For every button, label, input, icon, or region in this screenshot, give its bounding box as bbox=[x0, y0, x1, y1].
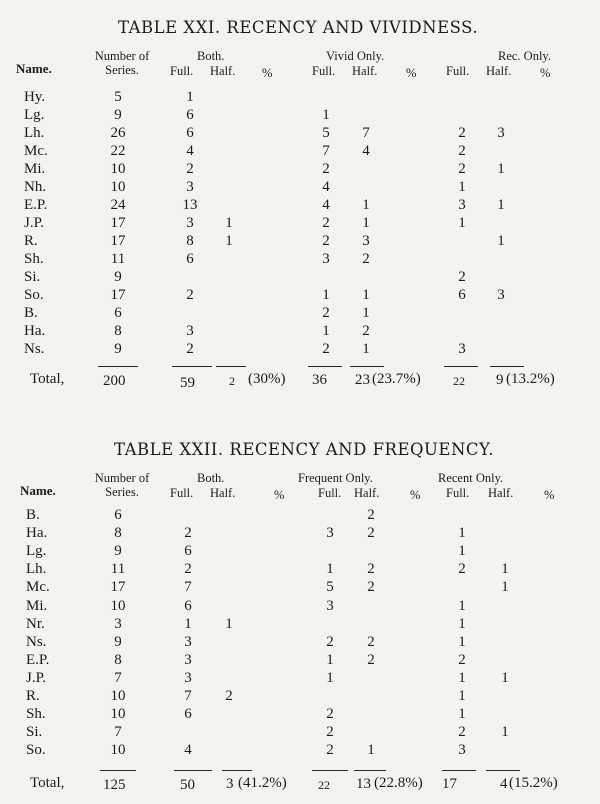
row-name: E.P. bbox=[26, 651, 50, 668]
row-g2-full: 2 bbox=[322, 233, 330, 249]
row-series: 9 bbox=[114, 633, 122, 650]
row-series: 8 bbox=[114, 323, 122, 339]
header-g1-full: Full. bbox=[170, 64, 194, 78]
row-g1-half: 1 bbox=[225, 233, 233, 249]
header-g1-pct-2: % bbox=[274, 488, 285, 502]
row-g3-full: 1 bbox=[458, 615, 466, 632]
row-series: 17 bbox=[110, 287, 126, 303]
row-g2-half: 4 bbox=[362, 143, 370, 159]
row-name: Sh. bbox=[26, 706, 46, 723]
row-g2-full: 3 bbox=[326, 525, 334, 542]
header-g3-pct: % bbox=[540, 66, 551, 80]
row-name: Nr. bbox=[26, 615, 45, 632]
row-g3-full: 1 bbox=[458, 633, 466, 650]
row-g1-half: 1 bbox=[225, 615, 233, 632]
row-g1-full: 6 bbox=[186, 125, 194, 141]
row-g1-full: 3 bbox=[186, 179, 194, 195]
rule-series bbox=[98, 366, 138, 367]
row-series: 9 bbox=[114, 107, 122, 123]
row-g1-full: 2 bbox=[186, 161, 194, 177]
row-g3-half: 1 bbox=[497, 197, 505, 213]
row-g3-full: 1 bbox=[458, 706, 466, 723]
row-g1-full: 2 bbox=[186, 341, 194, 357]
total-g2-pct: (23.7%) bbox=[372, 371, 421, 387]
table-xxii-title: TABLE XXII. RECENCY AND FREQUENCY. bbox=[114, 440, 495, 459]
header-number-of-series-2: Number of Series. bbox=[94, 471, 150, 499]
row-series: 7 bbox=[114, 724, 122, 741]
row-g1-full: 1 bbox=[184, 615, 192, 632]
rule-g2-full-2 bbox=[312, 770, 348, 771]
row-g2-half: 2 bbox=[367, 579, 375, 596]
row-g3-full: 1 bbox=[458, 525, 466, 542]
rule-g1-half bbox=[216, 366, 246, 367]
row-name: Ha. bbox=[24, 323, 46, 339]
total-g2-half: 23 bbox=[355, 372, 370, 388]
header-group-vivid: Vivid Only. bbox=[326, 49, 385, 63]
row-g2-half: 7 bbox=[362, 125, 370, 141]
row-g3-full: 2 bbox=[458, 143, 466, 159]
row-g1-full: 6 bbox=[184, 706, 192, 723]
row-g3-full: 2 bbox=[458, 125, 466, 141]
row-name: Lg. bbox=[24, 107, 45, 123]
row-g1-full: 2 bbox=[184, 561, 192, 578]
row-name: Mc. bbox=[24, 143, 48, 159]
row-g1-full: 3 bbox=[184, 633, 192, 650]
row-name: Lg. bbox=[26, 543, 47, 560]
total-g3-half-2: 4 bbox=[500, 776, 508, 792]
row-series: 3 bbox=[114, 615, 122, 632]
row-g2-full: 2 bbox=[322, 161, 330, 177]
row-g2-full: 2 bbox=[326, 724, 334, 741]
header-group-recent: Recent Only. bbox=[438, 471, 504, 485]
header-g2-pct: % bbox=[406, 66, 417, 80]
row-series: 26 bbox=[110, 125, 126, 141]
total-g1-half-2: 3 bbox=[226, 776, 234, 792]
row-g2-full: 2 bbox=[322, 215, 330, 231]
row-series: 9 bbox=[114, 269, 122, 285]
rule-g2-half-2 bbox=[354, 770, 386, 771]
row-g2-half: 2 bbox=[367, 525, 375, 542]
row-name: So. bbox=[26, 742, 46, 759]
row-g2-half: 1 bbox=[367, 742, 375, 759]
row-g2-half: 2 bbox=[362, 323, 370, 339]
row-series: 8 bbox=[114, 525, 122, 542]
row-g3-full: 2 bbox=[458, 724, 466, 741]
row-g2-full: 3 bbox=[326, 597, 334, 614]
row-name: Lh. bbox=[24, 125, 45, 141]
total-g1-pct-2: (41.2%) bbox=[238, 775, 287, 791]
row-g1-full: 4 bbox=[184, 742, 192, 759]
header-g2-full-2: Full. bbox=[318, 486, 342, 500]
row-series: 10 bbox=[110, 688, 126, 704]
row-name: E.P. bbox=[24, 197, 48, 213]
total-g1-full: 59 bbox=[180, 375, 195, 391]
rule-series-2 bbox=[100, 770, 136, 771]
row-g3-half: 1 bbox=[501, 724, 509, 741]
row-g3-half: 1 bbox=[501, 579, 509, 596]
row-g1-full: 7 bbox=[184, 688, 192, 704]
row-g2-full: 1 bbox=[322, 323, 330, 339]
row-g1-full: 13 bbox=[182, 197, 198, 213]
row-g3-full: 1 bbox=[458, 543, 466, 560]
row-g3-full: 1 bbox=[458, 179, 466, 195]
row-g2-half: 2 bbox=[367, 507, 375, 523]
header-group-both: Both. bbox=[197, 49, 225, 63]
row-g1-full: 2 bbox=[186, 287, 194, 303]
total-g3-full: 22 bbox=[453, 374, 465, 388]
row-g1-full: 4 bbox=[186, 143, 194, 159]
rule-g1-full bbox=[172, 366, 212, 367]
row-series: 24 bbox=[110, 197, 126, 213]
row-series: 6 bbox=[114, 507, 122, 523]
row-g1-full: 2 bbox=[184, 525, 192, 542]
row-series: 10 bbox=[110, 179, 126, 195]
header-number-of-series: Number of Series. bbox=[94, 49, 150, 77]
row-series: 10 bbox=[110, 161, 126, 177]
row-g2-full: 1 bbox=[326, 669, 334, 686]
row-name: Ns. bbox=[24, 341, 45, 357]
header-name: Name. bbox=[16, 61, 52, 76]
row-g2-half: 2 bbox=[367, 651, 375, 668]
rule-g3-full-2 bbox=[442, 770, 476, 771]
row-g1-full: 3 bbox=[186, 215, 194, 231]
header-group-frequent: Frequent Only. bbox=[298, 471, 373, 485]
row-name: B. bbox=[26, 507, 40, 523]
row-g3-full: 2 bbox=[458, 561, 466, 578]
row-g1-half: 2 bbox=[225, 688, 233, 704]
row-g2-full: 2 bbox=[322, 305, 330, 321]
row-name: R. bbox=[26, 688, 40, 704]
row-g1-full: 8 bbox=[186, 233, 194, 249]
row-series: 9 bbox=[114, 341, 122, 357]
row-g1-full: 3 bbox=[184, 651, 192, 668]
row-g2-half: 2 bbox=[367, 561, 375, 578]
total-label: Total, bbox=[30, 371, 65, 387]
row-g3-full: 1 bbox=[458, 215, 466, 231]
row-series: 17 bbox=[110, 579, 126, 596]
row-series: 9 bbox=[114, 543, 122, 560]
header-g1-half-2: Half. bbox=[210, 486, 236, 500]
total-g1-pct: (30%) bbox=[248, 371, 286, 387]
total-g1-half: 2 bbox=[229, 374, 235, 388]
row-g2-half: 1 bbox=[362, 305, 370, 321]
row-g3-full: 2 bbox=[458, 161, 466, 177]
total-series-2: 125 bbox=[103, 777, 126, 793]
row-series: 17 bbox=[110, 233, 126, 249]
rule-g3-half bbox=[490, 366, 524, 367]
row-g1-full: 3 bbox=[184, 669, 192, 686]
row-g2-full: 4 bbox=[322, 179, 330, 195]
rule-g3-half-2 bbox=[486, 770, 520, 771]
header-g3-half: Half. bbox=[486, 64, 512, 78]
row-g3-half: 3 bbox=[497, 287, 505, 303]
row-g2-full: 7 bbox=[322, 143, 330, 159]
row-g2-full: 1 bbox=[322, 287, 330, 303]
row-g2-full: 5 bbox=[322, 125, 330, 141]
total-label-2: Total, bbox=[30, 775, 65, 791]
row-g2-half: 1 bbox=[362, 197, 370, 213]
row-g3-half: 1 bbox=[497, 233, 505, 249]
row-series: 22 bbox=[110, 143, 126, 159]
header-g3-full: Full. bbox=[446, 64, 470, 78]
total-g3-half: 9 bbox=[496, 372, 504, 388]
row-series: 8 bbox=[114, 651, 122, 668]
row-g2-full: 2 bbox=[322, 341, 330, 357]
row-series: 5 bbox=[114, 89, 122, 105]
row-g3-full: 3 bbox=[458, 341, 466, 357]
header-g1-full-2: Full. bbox=[170, 486, 194, 500]
total-g2-full: 36 bbox=[312, 372, 327, 388]
row-name: Si. bbox=[26, 724, 43, 741]
header-g2-pct-2: % bbox=[410, 488, 421, 502]
rule-g1-full-2 bbox=[174, 770, 212, 771]
total-g2-half-2: 13 bbox=[356, 776, 371, 792]
row-series: 11 bbox=[110, 561, 126, 578]
row-g3-half: 1 bbox=[501, 669, 509, 686]
header-g3-full-2: Full. bbox=[446, 486, 470, 500]
row-g2-half: 1 bbox=[362, 341, 370, 357]
row-name: Nh. bbox=[24, 179, 47, 195]
header-g1-half: Half. bbox=[210, 64, 236, 78]
row-name: Mi. bbox=[26, 597, 48, 614]
row-series: 17 bbox=[110, 215, 126, 231]
row-g2-full: 1 bbox=[326, 651, 334, 668]
row-g3-full: 2 bbox=[458, 269, 466, 285]
row-series: 10 bbox=[110, 597, 126, 614]
header-g1-pct: % bbox=[262, 66, 273, 80]
row-g2-half: 2 bbox=[367, 633, 375, 650]
row-name: Lh. bbox=[26, 561, 47, 578]
rule-g1-half-2 bbox=[222, 770, 252, 771]
total-g3-full-2: 17 bbox=[442, 776, 457, 792]
row-name: Hy. bbox=[24, 89, 46, 105]
row-g3-full: 6 bbox=[458, 287, 466, 303]
row-name: B. bbox=[24, 305, 38, 321]
row-g2-half: 1 bbox=[362, 215, 370, 231]
row-g2-half: 3 bbox=[362, 233, 370, 249]
header-g3-pct-2: % bbox=[544, 488, 555, 502]
row-g1-full: 6 bbox=[184, 597, 192, 614]
rule-g2-full bbox=[308, 366, 342, 367]
row-name: Ns. bbox=[26, 633, 47, 650]
total-series: 200 bbox=[103, 373, 126, 389]
row-g3-full: 3 bbox=[458, 197, 466, 213]
row-g1-full: 1 bbox=[186, 89, 194, 105]
row-g2-full: 1 bbox=[326, 561, 334, 578]
row-g3-half: 1 bbox=[501, 561, 509, 578]
row-g1-full: 6 bbox=[184, 543, 192, 560]
row-g3-full: 3 bbox=[458, 742, 466, 759]
row-name: Mc. bbox=[26, 579, 50, 596]
row-series: 7 bbox=[114, 669, 122, 686]
row-series: 11 bbox=[110, 251, 126, 267]
total-g3-pct: (13.2%) bbox=[506, 371, 555, 387]
row-g2-half: 2 bbox=[362, 251, 370, 267]
total-g2-full-2: 22 bbox=[318, 778, 330, 792]
total-g3-pct-2: (15.2%) bbox=[509, 775, 558, 791]
total-g2-pct-2: (22.8%) bbox=[374, 775, 423, 791]
row-g3-full: 1 bbox=[458, 597, 466, 614]
rule-g3-full bbox=[444, 366, 478, 367]
row-name: Si. bbox=[24, 269, 41, 285]
row-series: 10 bbox=[110, 742, 126, 759]
row-g2-full: 2 bbox=[326, 706, 334, 723]
row-g2-full: 3 bbox=[322, 251, 330, 267]
row-g2-half: 1 bbox=[362, 287, 370, 303]
row-series: 10 bbox=[110, 706, 126, 723]
row-series: 6 bbox=[114, 305, 122, 321]
row-g2-full: 5 bbox=[326, 579, 334, 596]
total-g1-full-2: 50 bbox=[180, 777, 195, 793]
row-g3-half: 3 bbox=[497, 125, 505, 141]
row-name: R. bbox=[24, 233, 38, 249]
row-g3-half: 1 bbox=[497, 161, 505, 177]
rule-g2-half bbox=[350, 366, 384, 367]
row-g1-full: 6 bbox=[186, 251, 194, 267]
row-g1-half: 1 bbox=[225, 215, 233, 231]
row-name: So. bbox=[24, 287, 44, 303]
header-name-2: Name. bbox=[20, 483, 56, 498]
row-g1-full: 7 bbox=[184, 579, 192, 596]
row-name: Ha. bbox=[26, 525, 48, 542]
row-g2-full: 2 bbox=[326, 742, 334, 759]
header-g2-half: Half. bbox=[352, 64, 378, 78]
row-g2-full: 1 bbox=[322, 107, 330, 123]
table-xxi-title: TABLE XXI. RECENCY AND VIVIDNESS. bbox=[118, 18, 479, 37]
row-g3-full: 1 bbox=[458, 669, 466, 686]
row-g3-full: 2 bbox=[458, 651, 466, 668]
row-name: J.P. bbox=[26, 669, 47, 686]
row-name: Sh. bbox=[24, 251, 44, 267]
header-g2-full: Full. bbox=[312, 64, 336, 78]
row-g2-full: 2 bbox=[326, 633, 334, 650]
row-name: J.P. bbox=[24, 215, 45, 231]
row-g1-full: 6 bbox=[186, 107, 194, 123]
row-name: Mi. bbox=[24, 161, 46, 177]
header-group-both-2: Both. bbox=[197, 471, 225, 485]
row-g3-full: 1 bbox=[458, 688, 466, 704]
header-group-rec: Rec. Only. bbox=[498, 49, 551, 63]
row-g2-full: 4 bbox=[322, 197, 330, 213]
header-g3-half-2: Half. bbox=[488, 486, 514, 500]
header-g2-half-2: Half. bbox=[354, 486, 380, 500]
row-g1-full: 3 bbox=[186, 323, 194, 339]
